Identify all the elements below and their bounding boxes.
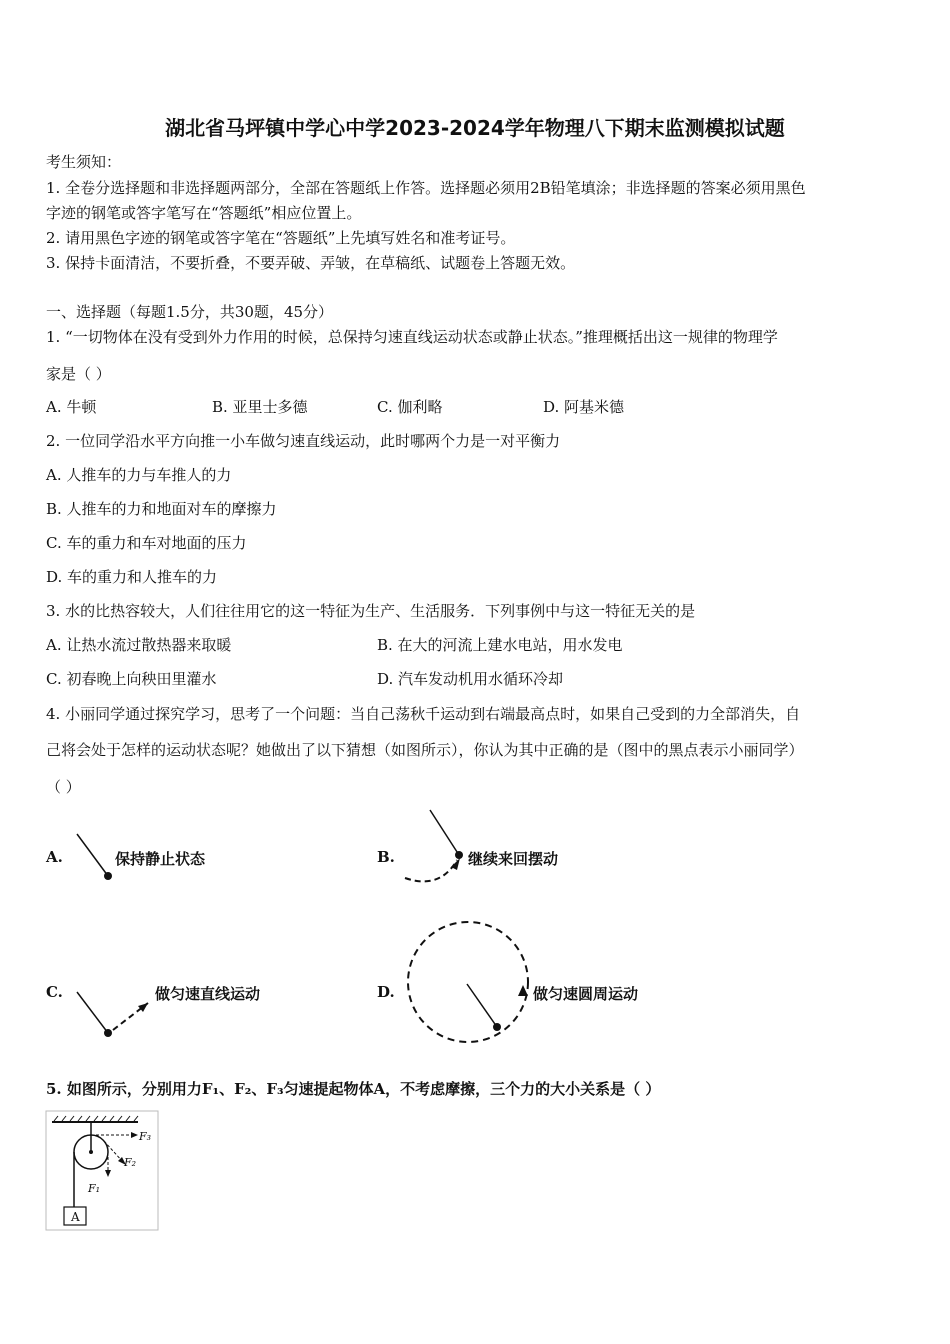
q2-option-d: D. 车的重力和人推车的力 (46, 568, 218, 586)
q4-option-a-letter: A. (46, 848, 63, 866)
q4-option-d-caption: 做匀速圆周运动 (533, 985, 639, 1003)
page-title: 湖北省马坪镇中学心中学2023-2024学年物理八下期末监测模拟试题 (165, 116, 785, 140)
q4-option-a-caption: 保持静止状态 (115, 850, 206, 868)
q4-option-b-caption: 继续来回摆动 (468, 850, 559, 868)
q1-stem-b: 家是（ ） (46, 365, 111, 383)
q5-block-a: A (71, 1210, 80, 1224)
q1-option-b: B. 亚里士多德 (212, 398, 308, 416)
q4-option-c-caption: 做匀速直线运动 (155, 985, 261, 1003)
q2-stem: 2. 一位同学沿水平方向推一小车做匀速直线运动，此时哪两个力是一对平衡力 (46, 432, 561, 450)
q2-option-b: B. 人推车的力和地面对车的摩擦力 (46, 500, 277, 518)
q3-option-d: D. 汽车发动机用水循环冷却 (377, 670, 564, 688)
notice-line-1b: 字迹的钢笔或答字笔写在“答题纸”相应位置上。 (46, 204, 362, 222)
q2-option-c: C. 车的重力和车对地面的压力 (46, 534, 247, 552)
notice-heading: 考生须知： (46, 153, 122, 171)
q4-stem-c: （ ） (46, 778, 81, 796)
q5-label-f2: F₂ (124, 1156, 137, 1169)
q3-option-c: C. 初春晚上向秧田里灌水 (46, 670, 217, 688)
q1-option-c: C. 伽利略 (377, 398, 443, 416)
q1-stem-a: 1. “一切物体在没有受到外力作用的时候，总保持匀速直线运动状态或静止状态。”推理概括出这一规律的物理学 (46, 328, 778, 346)
q4-option-b-letter: B. (377, 848, 395, 866)
q5-label-f1: F₁ (88, 1182, 101, 1195)
q1-option-d: D. 阿基米德 (543, 398, 625, 416)
q4-option-d-letter: D. (377, 983, 395, 1001)
notice-line-3: 3. 保持卡面清洁，不要折叠，不要弄破、弄皱，在草稿纸、试题卷上答题无效。 (46, 254, 576, 272)
q4-option-c-letter: C. (46, 983, 63, 1001)
q3-stem: 3. 水的比热容较大，人们往往用它的这一特征为生产、生活服务．下列事例中与这一特征无关的是 (46, 602, 696, 620)
notice-line-1a: 1. 全卷分选择题和非选择题两部分，全部在答题纸上作答。选择题必须用2B铅笔填涂；非选择题的答案必须用黑色 (46, 179, 806, 197)
q3-option-b: B. 在大的河流上建水电站，用水发电 (377, 636, 623, 654)
notice-line-2: 2. 请用黑色字迹的钢笔或答字笔在“答题纸”上先填写姓名和准考证号。 (46, 229, 516, 247)
q5-label-f3: F₃ (139, 1130, 152, 1143)
q5-stem: 5. 如图所示，分别用力F₁、F₂、F₃匀速提起物体A，不考虑摩擦，三个力的大小关系是（ ） (46, 1080, 661, 1098)
q1-option-a: A. 牛顿 (46, 398, 97, 416)
q4-stem-b: 己将会处于怎样的运动状态呢？她做出了以下猜想（如图所示），你认为其中正确的是（图中的黑点表示小丽同学） (46, 741, 804, 759)
q2-option-a: A. 人推车的力与车推人的力 (46, 466, 232, 484)
section-heading: 一、选择题（每题1.5分，共30题，45分） (46, 303, 334, 321)
q3-option-a: A. 让热水流过散热器来取暖 (46, 636, 232, 654)
q4-stem-a: 4. 小丽同学通过探究学习，思考了一个问题：当自己荡秋千运动到右端最高点时，如果自己受到的力全部消失，自 (46, 705, 801, 723)
